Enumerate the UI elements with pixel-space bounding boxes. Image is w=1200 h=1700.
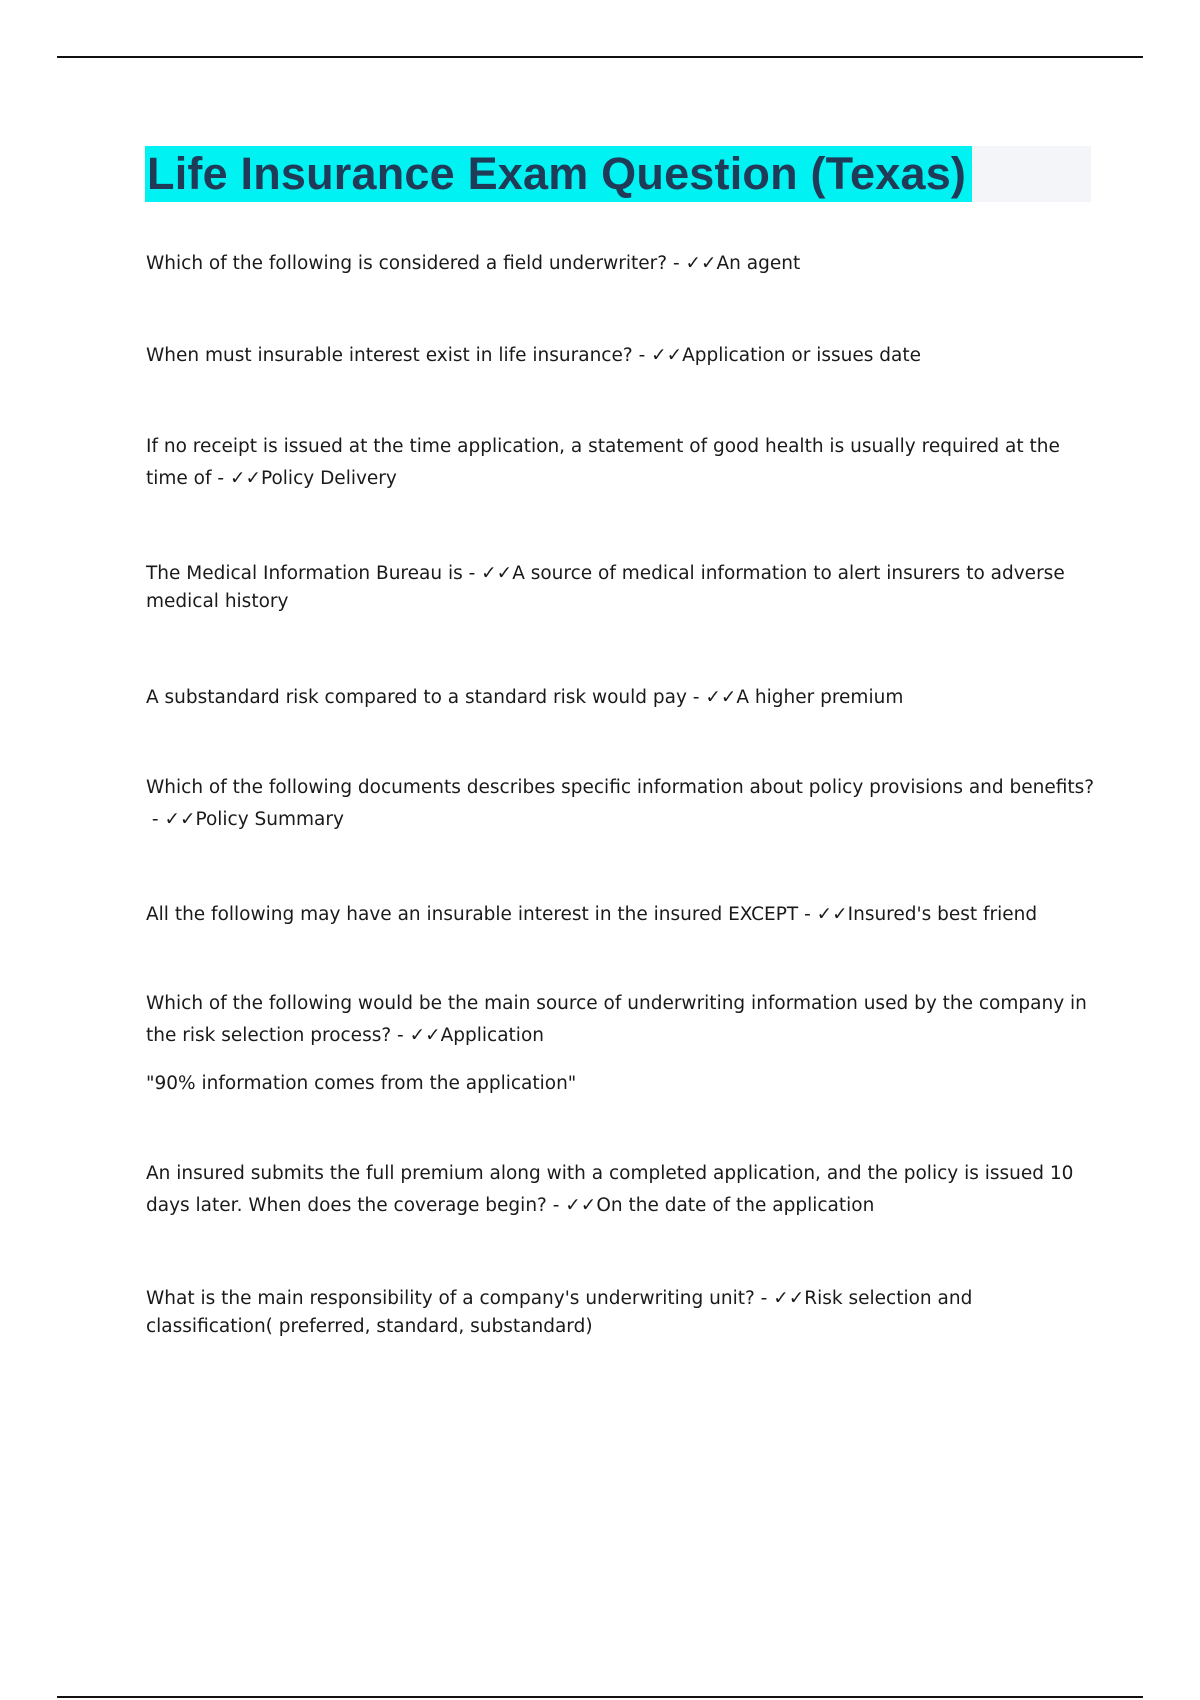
top-rule <box>57 56 1143 58</box>
qa-item <box>146 431 1096 495</box>
double-check-icon: ✓✓ <box>705 687 737 708</box>
title-band <box>145 146 1091 202</box>
separator: - <box>211 468 230 489</box>
answer-text: A source of medical information to alert insurers to adverse medical history <box>146 563 1065 612</box>
separator: - <box>391 1025 410 1046</box>
double-check-icon: ✓✓ <box>773 1288 805 1309</box>
separator: - <box>686 687 706 708</box>
qa-item <box>146 560 1096 616</box>
question-text: Which of the following documents describes specific information about policy provisions and benefits? <box>146 777 1095 798</box>
qa-item <box>146 340 1096 372</box>
answer-text: Policy Summary <box>195 809 344 830</box>
double-check-icon: ✓✓ <box>685 253 717 274</box>
answer-text: An agent <box>716 253 801 274</box>
separator: - <box>798 904 817 925</box>
question-text: Which of the following would be the main source of underwriting information used by the company in the risk selection process? <box>146 993 1087 1046</box>
double-check-icon: ✓✓ <box>651 345 683 366</box>
double-check-icon: ✓✓ <box>409 1025 441 1046</box>
question-text: Which of the following is considered a field underwriter? <box>146 253 668 274</box>
answer-text: Insured's best friend <box>847 904 1038 925</box>
answer-note: "90% information comes from the application" <box>146 1073 577 1094</box>
double-check-icon: ✓✓ <box>481 563 513 584</box>
separator: - <box>462 563 482 584</box>
qa-item <box>146 248 1096 280</box>
question-text: When must insurable interest exist in life insurance? <box>146 345 633 366</box>
document-title: Life Insurance Exam Question (Texas) <box>145 146 972 202</box>
answer-text: On the date of the application <box>596 1195 875 1216</box>
separator: - <box>667 253 686 274</box>
answer-text: Policy Delivery <box>260 468 397 489</box>
separator: - <box>546 1195 566 1216</box>
answer-text: Application or issues date <box>682 345 921 366</box>
qa-item <box>146 988 1096 1052</box>
qa-item <box>146 772 1096 836</box>
qa-item <box>146 899 1096 931</box>
bottom-rule <box>57 1696 1143 1698</box>
question-text: An insured submits the full premium along with a completed application, and the policy is issued 10 days later. When does the coverage begin? <box>146 1163 1074 1216</box>
qa-item <box>146 1158 1096 1222</box>
question-text: The Medical Information Bureau is <box>146 563 463 584</box>
answer-text: A higher premium <box>736 687 904 708</box>
question-text: What is the main responsibility of a company's underwriting unit? <box>146 1288 755 1309</box>
question-text: All the following may have an insurable interest in the insured EXCEPT <box>146 904 799 925</box>
question-text: A substandard risk compared to a standard risk would pay <box>146 687 687 708</box>
double-check-icon: ✓✓ <box>565 1195 597 1216</box>
answer-text: Application <box>440 1025 544 1046</box>
separator: - <box>146 809 165 830</box>
answer-text: Risk selection and classification( preferred, standard, substandard) <box>146 1288 973 1337</box>
separator: - <box>632 345 652 366</box>
qa-item <box>146 1285 1096 1341</box>
double-check-icon: ✓✓ <box>229 468 261 489</box>
double-check-icon: ✓✓ <box>816 904 848 925</box>
separator: - <box>754 1288 774 1309</box>
double-check-icon: ✓✓ <box>164 809 196 830</box>
question-text: If no receipt is issued at the time application, a statement of good health is usually required at the time of <box>146 436 1060 489</box>
qa-item <box>146 682 1096 714</box>
